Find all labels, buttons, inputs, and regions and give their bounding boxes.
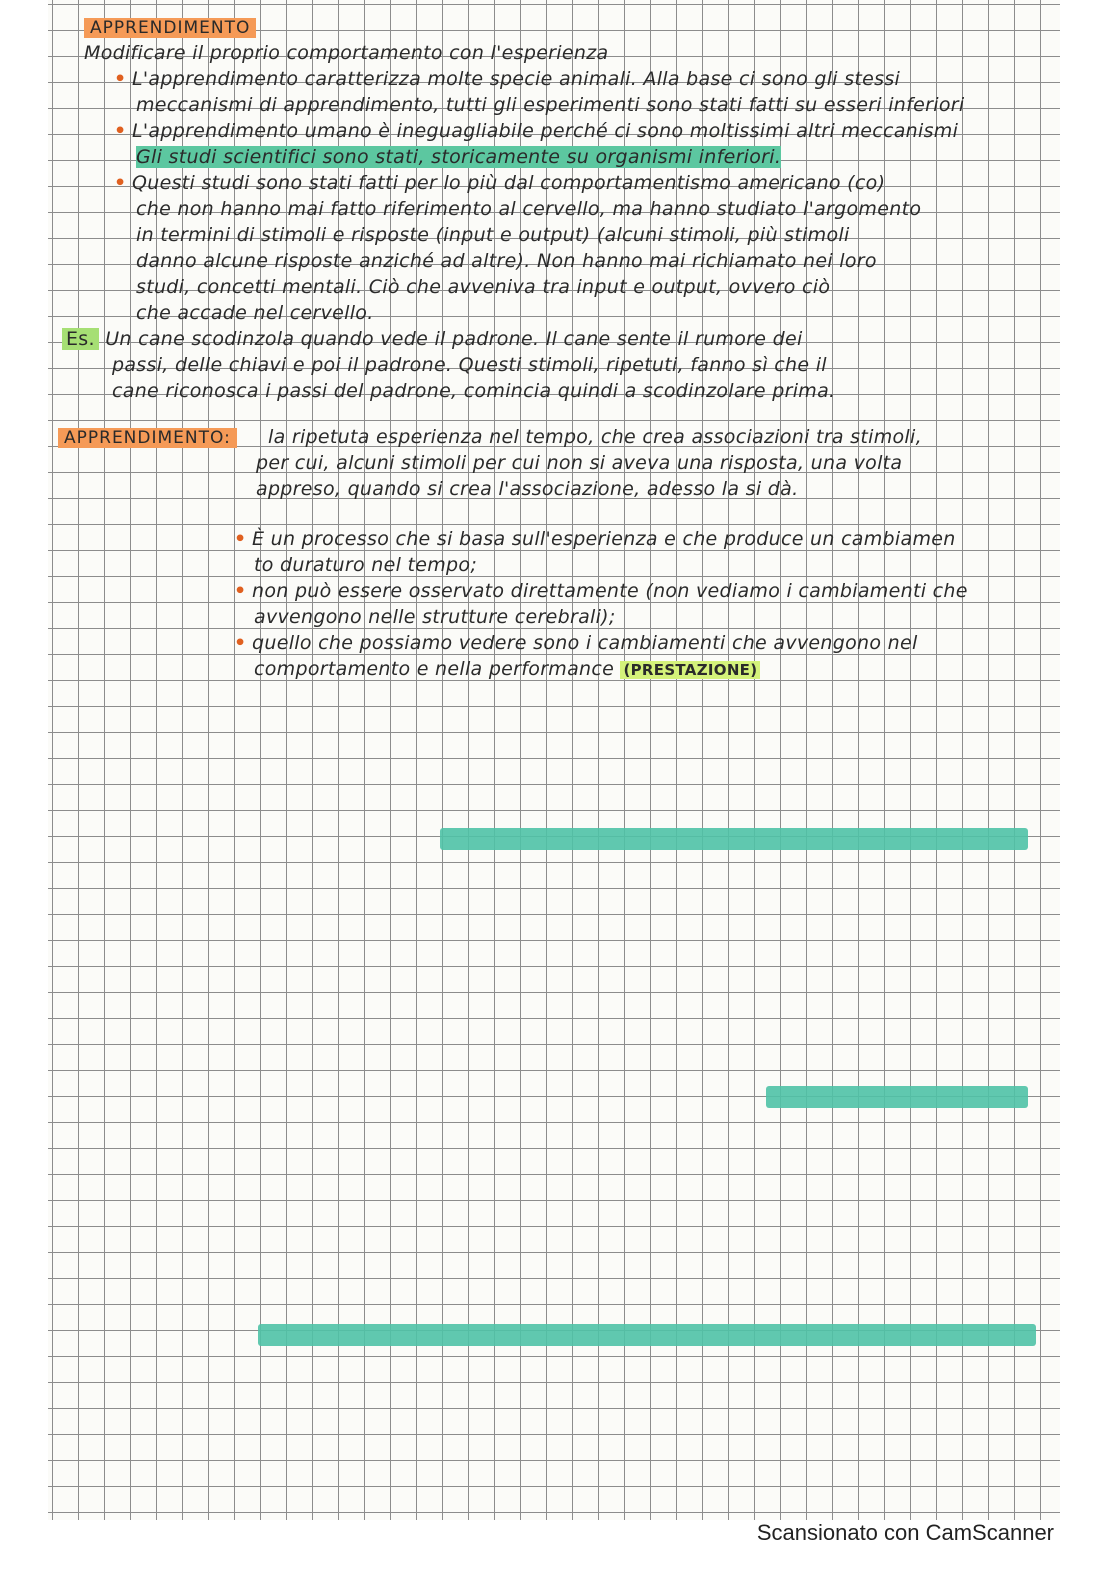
note-line: to duraturo nel tempo; — [254, 554, 478, 576]
note-line: danno alcune risposte anziché ad altre). Non hanno mai richiamato nei loro — [136, 250, 877, 272]
bullet-dot: • — [234, 528, 247, 550]
note-line: studi, concetti mentali. Ciò che avveniva tra input e output, ovvero ciò — [136, 276, 831, 298]
note-line: • Questi studi sono stati fatti per lo più dal comportamentismo americano (co) — [114, 172, 886, 194]
page-heading — [84, 14, 256, 40]
example-line: passi, delle chiavi e poi il padrone. Questi stimoli, ripetuti, fanno sì che il — [112, 354, 827, 376]
bullet-dot: • — [234, 632, 247, 654]
notebook-page — [48, 0, 1060, 1520]
prestazione-highlight: (PRESTAZIONE) — [620, 661, 760, 679]
bullet-dot: • — [114, 172, 127, 194]
example-line: Es. Un cane scodinzola quando vede il padrone. Il cane sente il rumore dei — [62, 326, 803, 352]
note-line: • quello che possiamo vedere sono i cambiamenti che avvengono nel — [234, 632, 918, 654]
note-line: meccanismi di apprendimento, tutti gli esperimenti sono stati fatti su esseri inferiori — [136, 94, 965, 116]
bullet-dot: • — [114, 68, 127, 90]
bullet-dot: • — [234, 580, 247, 602]
note-line: • È un processo che si basa sull'esperienza e che produce un cambiamen — [234, 528, 956, 550]
note-line: che non hanno mai fatto riferimento al cervello, ma hanno studiato l'argomento — [136, 198, 922, 220]
example-line: cane riconosca i passi del padrone, comincia quindi a scodinzolare prima. — [112, 380, 836, 402]
definition-label: APPRENDIMENTO: — [58, 428, 237, 448]
note-line: • L'apprendimento caratterizza molte specie animali. Alla base ci sono gli stessi — [114, 68, 901, 90]
highlighter-stroke — [258, 1324, 1036, 1346]
note-line: • non può essere osservato direttamente (non vediamo i cambiamenti che — [234, 580, 968, 602]
highlighter-stroke — [440, 828, 1028, 850]
definition-line: appreso, quando si crea l'associazione, adesso la si dà. — [256, 478, 799, 500]
note-line: Gli studi scientifici sono stati, storicamente su organismi inferiori. — [136, 146, 782, 168]
note-line: comportamento e nella performance (PRESTAZIONE) — [254, 656, 760, 682]
highlighter-stroke — [766, 1086, 1028, 1108]
note-line: che accade nel cervello. — [136, 302, 374, 324]
definition-line: la ripetuta esperienza nel tempo, che crea associazioni tra stimoli, — [268, 426, 922, 448]
intro-line: Modificare il proprio comportamento con l'esperienza — [84, 42, 609, 64]
definition-label-line — [58, 424, 237, 450]
note-line: • L'apprendimento umano è ineguagliabile perché ci sono moltissimi altri meccanismi — [114, 120, 959, 142]
note-line: avvengono nelle strutture cerebrali); — [254, 606, 616, 628]
scanner-watermark: Scansionato con CamScanner — [756, 1520, 1054, 1545]
heading-text: APPRENDIMENTO — [84, 18, 256, 38]
bullet-dot: • — [114, 120, 127, 142]
example-label: Es. — [62, 328, 99, 350]
note-line: in termini di stimoli e risposte (input e output) (alcuni stimoli, più stimoli — [136, 224, 850, 246]
definition-line: per cui, alcuni stimoli per cui non si aveva una risposta, una volta — [256, 452, 903, 474]
